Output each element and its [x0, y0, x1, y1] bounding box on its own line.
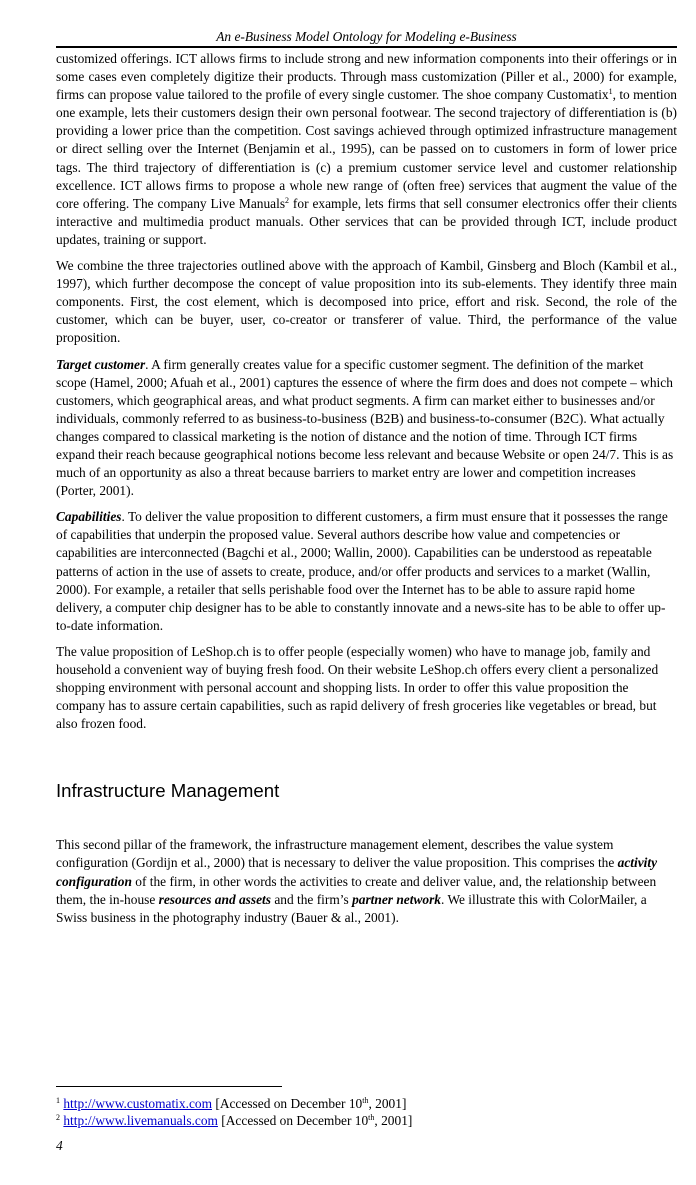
- paragraph-capabilities: [56, 508, 677, 635]
- footnote-1-year: , 2001]: [368, 1096, 407, 1111]
- paragraph-leshop: The value proposition of LeShop.ch is to offer people (especially women) who have to manage job, family and household a convenient way of buying fresh food. On their website LeShop.ch offers every client a personalized shopping environment with personal account and shopping lists. In order to offer this value proposition the company has to assure certain capabilities, such as rapid delivery of fresh groceries like vegetables or bread, but also frozen food.: [56, 643, 659, 732]
- p4-text: . To deliver the value proposition to different customers, a firm must ensure that it possesses the range of capabilities that underpin the proposed value. Several authors describe how value and competencies or capabilities are interconnected (Bagchi et al., 2000; Wallin, 2000). Capabilities can be understood as repeatable patterns of action in the use of assets to create, produce, and/or offer products and services to a market (Wallin, 2000). For example, a retailer that sells perishable food over the Internet has to be able to assure rapid home delivery, a computer chip designer has to be able to constantly innovate and a news-site has to be able to offer up-to-date information.: [56, 509, 668, 633]
- page-number: 4: [56, 1138, 63, 1153]
- p1-text-c: for example, lets firms that sell consumer electronics offer their clients interactive and multimedia product manuals. Other services that can be provided through ICT, include product updates, training or support.: [56, 195, 678, 247]
- term-activity-configuration: activity configuration: [56, 855, 658, 889]
- paragraph-differentiation: [56, 50, 677, 249]
- section-heading: Infrastructure Management: [56, 780, 280, 802]
- p6-text-b: of the firm, in other words the activities to create and deliver value, and, the relationship between them, the in-house: [56, 873, 657, 907]
- footnote-2: [56, 1112, 677, 1129]
- footnote-2-link[interactable]: http://www.livemanuals.com: [63, 1113, 218, 1128]
- footnote-rule: [56, 1086, 282, 1087]
- footnote-ref-2[interactable]: 2: [285, 195, 290, 205]
- footnotes: [56, 1086, 677, 1129]
- footnote-1-number: 1: [56, 1096, 60, 1105]
- page-body: [56, 50, 677, 927]
- p1-text-a: customized offerings. ICT allows firms to include strong and new information components into their offerings or in some cases even completely digitize their products. Through mass customization (Piller et al., 2000) for example, firms can propose value tailored to the profile of every single customer. The shoe company Customatix: [56, 51, 677, 103]
- paragraph-infrastructure: [56, 836, 677, 926]
- running-title: An e-Business Model Ontology for Modeling e-Business: [216, 29, 517, 44]
- p1-text-b: , to mention one example, lets their customers design their own personal footwear. The second trajectory of differentiation is (b) providing a lower price than the competition. Cost savings achieved through optimized infrastructure management or direct selling over the Internet (Benjamin et al., 1995), can be passed on to customers in form of lower price tags. The third trajectory of differentiation is (c) a premium customer service level and customer relationship excellence. ICT allows firms to propose a whole new range of (often free) services that augment the value of the core offering. The company Live Manuals: [56, 87, 677, 211]
- p3-text: . A firm generally creates value for a specific customer segment. The definition of the market scope (Hamel, 2000; Afuah et al., 2001) captures the essence of where the firm does and does not compete – which customers, which geographical areas, and what product segments. A firm can market either to businesses and/or individuals, commonly referred to as business-to-business (B2B) and business-to-consumer (B2C). What actually changes compared to classical marketing is the notion of distance and the notion of time. Through ICT firms expand their reach because geographical notions become less relevant and because Website or open 24/7. This is as much of an opportunity as also a threat because barriers to market entry are lower and competition increases (Porter, 2001).: [56, 356, 674, 499]
- section-heading-wrapper: [56, 780, 677, 802]
- p6-text-c: and the firm’s: [270, 891, 353, 907]
- footnote-1-link[interactable]: http://www.customatix.com: [63, 1096, 213, 1111]
- footnote-1-sup: th: [362, 1096, 369, 1105]
- p6-text-a: This second pillar of the framework, the infrastructure management element, describes the value system configuration (Gordijn et al., 2000) that is necessary to deliver the value proposition. This comprises the: [56, 837, 618, 871]
- paragraph-kambil: We combine the three trajectories outlined above with the approach of Kambil, Ginsberg and Bloch (Kambil et al., 1997), which further decompose the concept of value proposition into its sub-elements. They identify three main components. First, the cost element, which is decomposed into price, effort and risk. Second, the role of the customer, which can be buyer, user, co-creator or transferer of value. Third, the performance of the value proposition.: [56, 258, 677, 346]
- footnote-2-text: [Accessed on December 10: [217, 1113, 369, 1128]
- term-partner-network: partner network: [352, 891, 441, 907]
- footnote-2-number: 2: [56, 1113, 60, 1122]
- footnote-1-text: [Accessed on December 10: [212, 1096, 363, 1111]
- footnote-2-sup: th: [368, 1113, 375, 1122]
- p6-text-d: . We illustrate this with ColorMailer, a Swiss business in the photography industry (Bauer & al., 2001).: [56, 891, 647, 925]
- footnote-ref-1[interactable]: 1: [608, 87, 613, 97]
- footnote-2-year: , 2001]: [374, 1113, 413, 1128]
- term-capabilities: Capabilities: [56, 509, 122, 525]
- term-target-customer: Target customer: [56, 356, 146, 372]
- running-header: [56, 28, 677, 48]
- paragraph-target-customer: [56, 356, 677, 501]
- term-resources-assets: resources and assets: [158, 891, 271, 907]
- footnote-1: [56, 1095, 677, 1112]
